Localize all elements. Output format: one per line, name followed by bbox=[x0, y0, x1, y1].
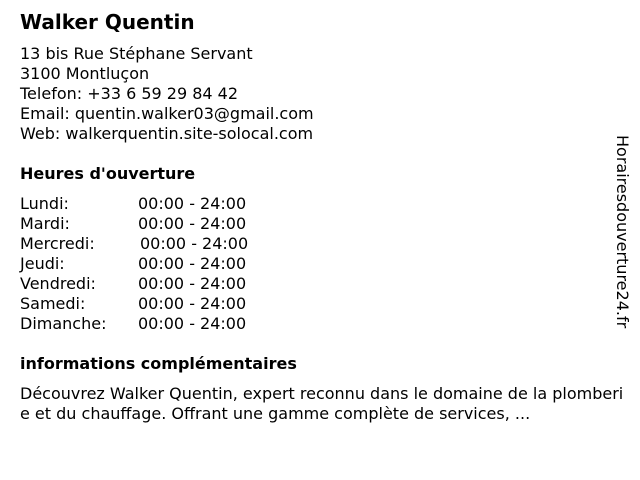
day-label: Lundi: bbox=[20, 194, 69, 213]
time-range: 00:00 - 24:00 bbox=[138, 194, 247, 213]
additional-info-heading: informations complémentaires bbox=[20, 354, 297, 373]
day-label: Dimanche: bbox=[20, 314, 107, 333]
hours-row-thursday bbox=[20, 254, 280, 274]
business-name: Walker Quentin bbox=[20, 10, 195, 34]
hours-row-friday bbox=[20, 274, 280, 294]
opening-hours-table bbox=[20, 194, 280, 334]
hours-row-wednesday bbox=[20, 234, 280, 254]
email-address[interactable]: Email: quentin.walker03@gmail.com bbox=[20, 104, 314, 123]
time-range: 00:00 - 24:00 bbox=[138, 274, 247, 293]
hours-row-monday bbox=[20, 194, 280, 214]
hours-row-sunday bbox=[20, 314, 280, 334]
address-street: 13 bis Rue Stéphane Servant bbox=[20, 44, 253, 63]
time-range: 00:00 - 24:00 bbox=[140, 234, 249, 253]
day-label: Samedi: bbox=[20, 294, 86, 313]
time-range: 00:00 - 24:00 bbox=[138, 314, 247, 333]
business-description: Découvrez Walker Quentin, expert reconnu dans le domaine de la plomberie et du chauffage. Offrant une gamme complète de services, ... bbox=[20, 384, 624, 423]
day-label: Vendredi: bbox=[20, 274, 96, 293]
day-label: Mercredi: bbox=[20, 234, 95, 253]
day-label: Jeudi: bbox=[20, 254, 65, 273]
site-watermark: Horairesdouverture24.fr bbox=[613, 135, 632, 329]
hours-row-tuesday bbox=[20, 214, 280, 234]
time-range: 00:00 - 24:00 bbox=[138, 254, 247, 273]
website-link[interactable]: Web: walkerquentin.site-solocal.com bbox=[20, 124, 314, 143]
hours-row-saturday bbox=[20, 294, 280, 314]
time-range: 00:00 - 24:00 bbox=[138, 294, 247, 313]
address-city: 3100 Montluçon bbox=[20, 64, 150, 83]
contact-block bbox=[20, 44, 314, 144]
opening-hours-heading: Heures d'ouverture bbox=[20, 164, 196, 183]
phone-number[interactable]: Telefon: +33 6 59 29 84 42 bbox=[20, 84, 239, 103]
time-range: 00:00 - 24:00 bbox=[138, 214, 247, 233]
day-label: Mardi: bbox=[20, 214, 70, 233]
